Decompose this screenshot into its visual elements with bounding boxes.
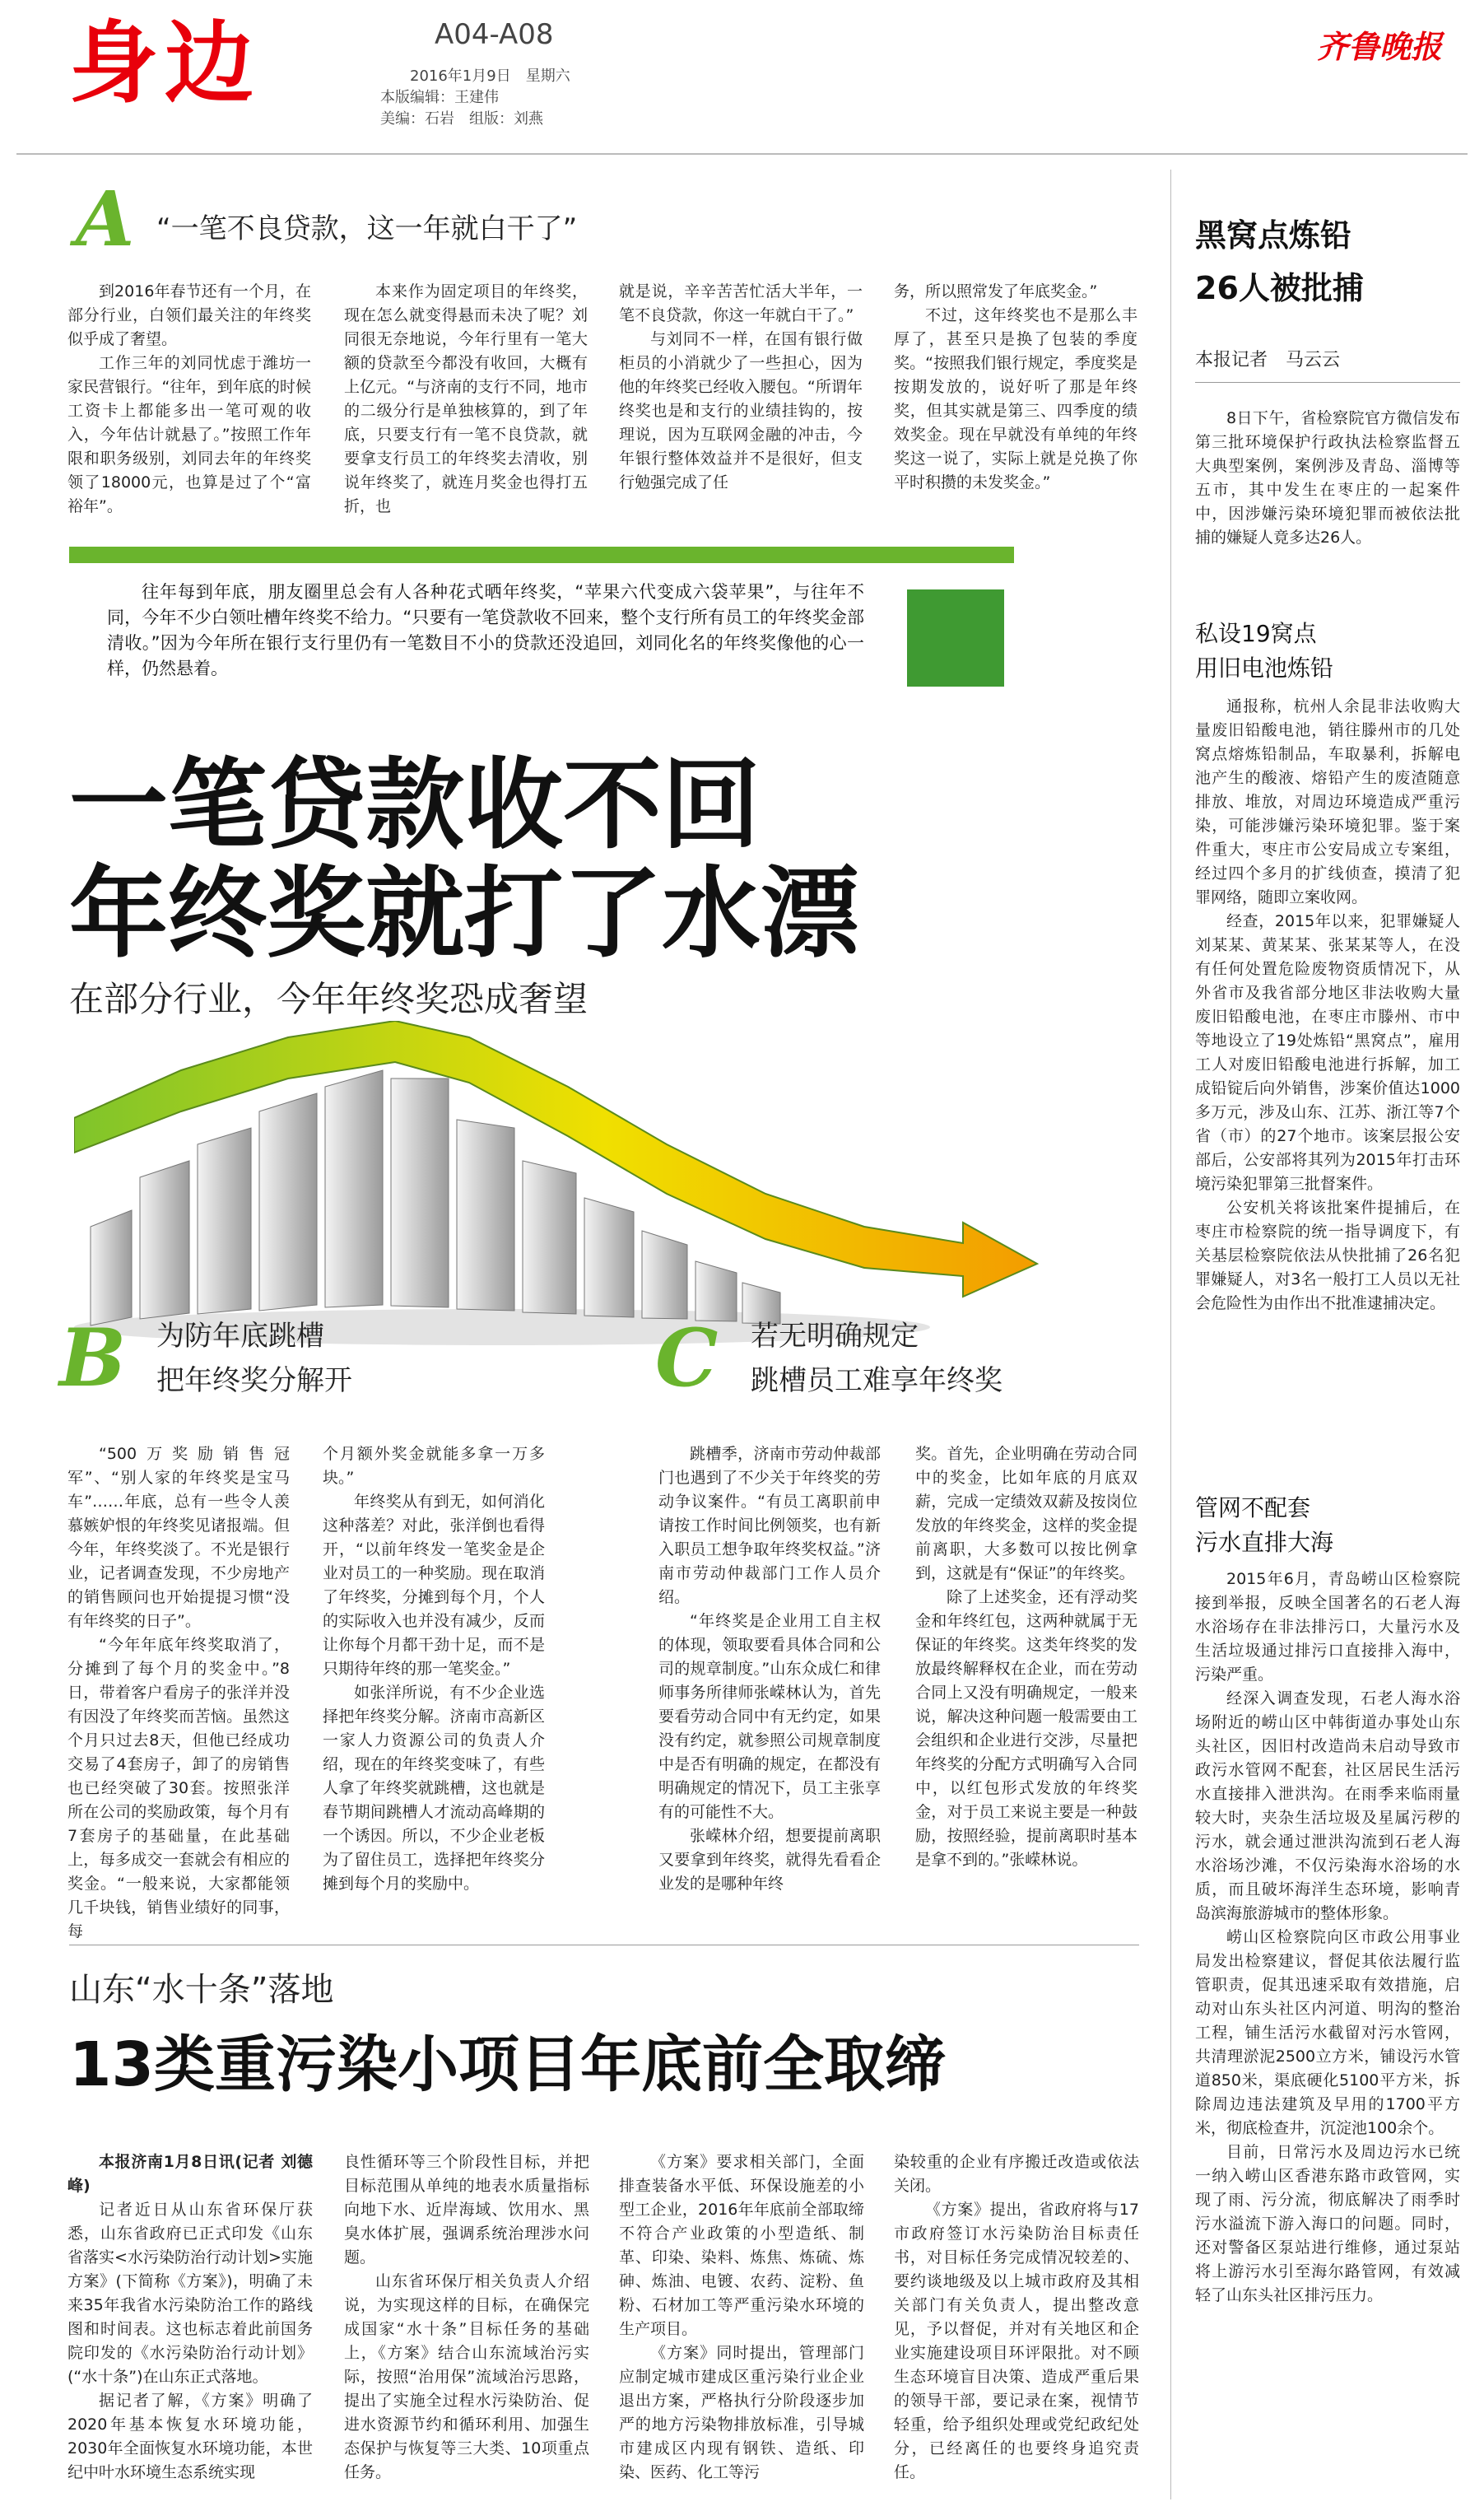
paragraph: 与刘同不一样，在国有银行做柜员的小消就少了一些担心，因为他的年终奖已经收入腰包。“所谓年终奖也是和支行的业绩挂钩的，按理说，因为互联网金融的冲击，今年银行整体效益并不是很好，但支行勉强完成了任 [619, 330, 863, 491]
sidebar-intro [1195, 407, 1460, 550]
paragraph: 目前，日常污水及周边污水已统一纳入崂山区香港东路市政管网，实现了雨、污分流，彻底解决了雨季时污水溢流下游入海口的问题。同时，还对警备区泵站进行维修，通过泵站将上游污水引至海尔路管网，有效减轻了山东头社区排污压力。 [1195, 2143, 1460, 2304]
masthead [0, 0, 1484, 165]
part-a-col-1 [67, 280, 311, 519]
paragraph: “年终奖是企业用工自主权的体现，领取要看具体合同和公司的规章制度。”山东众成仁和律师事务所律师张嵘林认为，首先要看劳动合同中有无约定，如果没有约定，就参照公司规章制度中是否有明确的规定，在都没有明确规定的情况下，员工主张享有的可能性不大。 [658, 1612, 881, 1821]
lead-text: 往年每到年底，朋友圈里总会有人各种花式晒年终奖，“苹果六代变成六袋苹果”，与往年不同，今年不少白领吐槽年终奖不给力。“只要有一笔贷款收不回来，整个支行所有员工的年终奖金部清收。”因为今年所在银行支行里仍有一笔数目不小的贷款还没追回，刘同化名的年终奖像他的心一样，仍然悬着。 [107, 582, 864, 678]
case-2-title-1: 管网不配套 [1195, 1494, 1311, 1521]
part-c-col-1 [658, 1442, 881, 1896]
part-c-headline-2: 跳槽员工难享年终奖 [751, 1364, 1003, 1397]
part-a-headline: “一笔不良贷款，这一年就白干了” [156, 212, 578, 245]
case-1-body [1195, 695, 1460, 1316]
case-1-title-2: 用旧电池炼铅 [1195, 655, 1334, 682]
paragraph: 染较重的企业有序搬迁改造或依法关闭。 [894, 2153, 1139, 2195]
part-b-letter: B [59, 1311, 127, 1405]
water-byline: 本报济南1月8日讯(记者 刘德峰) [67, 2153, 313, 2195]
newspaper-logo: 齐鲁晚报 [1317, 29, 1443, 65]
paragraph: “500万奖励销售冠军”、“别人家的年终奖是宝马车”……年底，总有一些令人羡慕嫉妒恨的年终奖见诸报端。但今年，年终奖淡了。不光是银行业，记者调查发现，不少房地产的销售顾问也开始提提习惯“没有年终奖的日子”。 [67, 1445, 290, 1630]
paragraph: 本来作为固定项目的年终奖，现在怎么就变得悬而未决了呢？刘同很无奈地说，今年行里有一笔大额的贷款至今都没有收回，大概有上亿元。“与济南的支行不同，地市的二级分行是单独核算的，到了年底，只要支行有一笔不良贷款，就要拿支行员工的年终奖去清收，别说年终奖了，就连月奖金也得打五折，也 [344, 282, 588, 515]
paragraph: 公安机关将该批案件提捕后，在枣庄市检察院的统一指导调度下，有关基层检察院依法从快批捕了26名犯罪嫌疑人，对3名一般打工人员以无社会危险性为由作出不批准逮捕决定。 [1195, 1199, 1460, 1312]
sidebar-headline-1: 黑窝点炼铅 [1195, 217, 1352, 254]
paragraph: 到2016年春节还有一个月，在部分行业，白领们最关注的年终奖似乎成了奢望。 [67, 282, 311, 348]
paragraph: 张嵘林介绍，想要提前离职又要拿到年终奖，就得先看看企业发的是哪种年终 [658, 1827, 881, 1893]
main-title-line-1: 一笔贷款收不回 [69, 748, 761, 863]
masthead-rule [16, 153, 1468, 155]
paragraph: 经深入调查发现，石老人海水浴场附近的崂山区中韩街道办事处山东头社区，因旧村改造尚未启动导致市政污水管网不配套，社区居民生活污水直接排入泄洪沟。在雨季来临雨量较大时，夹杂生活垃圾及星属污秽的污水，就会通过泄洪沟流到石老人海水浴场沙滩，不仅污染海水浴场的水质，而且破坏海洋生态环境，影响青岛滨海旅游城市的整体形象。 [1195, 1689, 1460, 1922]
paragraph: 如张洋所说，有不少企业选择把年终奖分解。济南市高新区一家人力资源公司的负责人介绍，现在的年终奖变味了，有些人拿了年终奖就跳槽，这也就是春节期间跳槽人才流动高峰期的一个诱因。所以，不少企业老板为了留住员工，选择把年终奖分摊到每个月的奖励中。 [323, 1684, 545, 1893]
paragraph: 个月额外奖金就能多拿一万多块。” [323, 1445, 545, 1487]
paragraph: 跳槽季，济南市劳动仲裁部门也遇到了不少关于年终奖的劳动争议案件。“有员工离职前申请按工作时间比例领奖，也有新入职员工想争取年终奖权益。”济南市劳动仲裁部门工作人员介绍。 [658, 1445, 881, 1606]
section-logo: 身边 [69, 12, 261, 115]
part-a-col-4 [894, 280, 1137, 495]
sidebar-byline-rule [1195, 382, 1460, 383]
water-col-1 [67, 2150, 313, 2485]
lead-green-square [907, 589, 1004, 687]
paragraph: 除了上述奖金，还有浮动奖金和年终红包，这两种就属于无保证的年终奖。这类年终奖的发放最终解释权在企业，而在劳动合同上又没有明确规定，一般来说，解决这种问题一般需要由工会组织和企业进行交涉，尽量把年终奖的分配方式明确写入合同中，以红包形式发放的年终奖金，对于员工来说主要是一种鼓励，按照经验，提前离职时基本是拿不到的。”张嵘林说。 [915, 1588, 1137, 1869]
main-title-line-2: 年终奖就打了水漂 [69, 857, 859, 971]
paragraph: 良性循环等三个阶段性目标，并把目标范围从单纯的地表水质量指标向地下水、近岸海域、饮用水、黑臭水体扩展，强调系统治理涉水问题。 [344, 2153, 589, 2266]
part-a-col-2 [344, 280, 588, 519]
part-c-headline-1: 若无明确规定 [751, 1320, 919, 1353]
water-headline: 13类重污染小项目年底前全取缔 [69, 2029, 946, 2100]
paragraph: 《方案》要求相关部门，全面排查装备水平低、环保设施差的小型工企业，2016年年底前全部取缔不符合产业政策的小型造纸、制革、印染、染料、炼焦、炼硫、炼砷、炼油、电镀、农药、淀粉、鱼粉、石材加工等严重污染水环境的生产项目。 [619, 2153, 864, 2338]
page-editor: 本版编辑：王建伟 [380, 89, 499, 106]
paragraph: 务，所以照常发了年底奖金。” [894, 282, 1098, 300]
sidebar-headline-2: 26人被批捕 [1195, 270, 1364, 306]
part-a-letter: A [76, 175, 135, 263]
paragraph: 就是说，辛辛苦苦忙活大半年，一笔不良贷款，你这一年就白干了。” [619, 282, 863, 324]
page-range: A04-A08 [435, 18, 554, 51]
water-col-3 [619, 2150, 864, 2485]
paragraph: 据记者了解，《方案》明确了2020年基本恢复水环境功能，2030年全面恢复水环境功能，本世纪中叶水环境生态系统实现 [67, 2392, 313, 2481]
sidebar-byline: 本报记者 马云云 [1195, 350, 1341, 370]
part-b-headline-1: 为防年底跳槽 [156, 1320, 324, 1353]
water-kicker: 山东“水十条”落地 [69, 1971, 334, 2009]
paragraph: 不过，这年终奖也不是那么丰厚了，甚至只是换了包装的季度奖。“按照我们银行规定，季度奖是按期发放的，说好听了那是年终奖，但其实就是第三、四季度的绩效奖金。现在早就没有单纯的年终奖这一说了，实际上就是兑换了你平时积攒的未发奖金。” [894, 306, 1137, 491]
paragraph: 《方案》同时提出，管理部门应制定城市建成区重污染行业企业退出方案，严格执行分阶段逐步加严的地方污染物排放标准，引导城市建成区内现有钢铁、造纸、印染、医药、化工等污 [619, 2344, 864, 2481]
part-a-col-3 [619, 280, 863, 495]
issue-date: 2016年1月9日 星期六 [410, 68, 570, 85]
sidebar-divider [1170, 170, 1171, 2499]
water-col-4 [894, 2150, 1139, 2485]
paragraph: 山东省环保厅相关负责人介绍说，为实现这样的目标，在确保完成国家“水十条”目标任务的基础上，《方案》结合山东流域治污实际，按照“治用保”流域治污思路，提出了实施全过程水污染防治、促进水资源节约和循环利用、加强生态保护与恢复等三大类、10项重点任务。 [344, 2272, 589, 2481]
paragraph: 《方案》提出，省政府将与17市政府签订水污染防治目标责任书，对目标任务完成情况较差的、要约谈地级及以上城市政府及其相关部门有关负责人，提出整改意见，予以督促，并对有关地区和企业实施建设项目环评限批。对不顾生态环境盲目决策、造成严重后果的领导干部，要记录在案，视情节轻重，给予组织处理或党纪政纪处分，已经离任的也要终身追究责任。 [894, 2201, 1139, 2481]
case-2-title-2: 污水直排大海 [1195, 1529, 1334, 1556]
falling-graph-illustration [74, 1021, 1136, 1350]
paragraph: 记者近日从山东省环保厅获悉，山东省政府已正式印发《山东省落实<水污染防治行动计划>实施方案》(下简称《方案》)，明确了未来35年我省水污染防治工作的路线图和时间表。这也标志着此前国务院印发的《水污染防治行动计划》(“水十条”)在山东正式落地。 [67, 2201, 313, 2386]
case-2-body [1195, 1568, 1460, 2308]
water-col-2 [344, 2150, 589, 2485]
page-staff: 美编：石岩 组版：刘燕 [380, 110, 543, 128]
part-c-col-2 [915, 1442, 1137, 1872]
paragraph: 崂山区检察院向区市政公用事业局发出检察建议，督促其依法履行监管职责，促其迅速采取有效措施，启动对山东头社区内河道、明沟的整治工程，铺生活污水截留对污水管网，共清理淤泥2500立方米，铺设污水管道850米，渠底硬化5100平方米，拆除周边违法建筑及早用的1700平方米，彻底检查井，沉淀池100余个。 [1195, 1928, 1460, 2137]
part-b-col-2 [323, 1442, 545, 1896]
paragraph: 通报称，杭州人余昆非法收购大量废旧铅酸电池，销往滕州市的几处窝点熔炼铅制品，车取暴利，拆解电池产生的酸液、熔铅产生的废渣随意排放、堆放，对周边环境造成严重污染，可能涉嫌污染环境犯罪。鉴于案件重大，枣庄市公安局成立专案组，经过四个多月的扩线侦查，摸清了犯罪网络，随即立案收网。 [1195, 697, 1460, 906]
paragraph: 8日下午，省检察院官方微信发布第三批环境保护行政执法检察监督五大典型案例，案例涉及青岛、淄博等五市，其中发生在枣庄的一起案件中，因涉嫌污染环境犯罪而被依法批捕的嫌疑人竟多达26人。 [1195, 409, 1460, 547]
paragraph: 经查，2015年以来，犯罪嫌疑人刘某某、黄某某、张某某等人，在没有任何处置危险废物资质情况下，从外省市及我省部分地区非法收购大量废旧铅酸电池，在枣庄市滕州、市中等地设立了19处炼铅“黑窝点”，雇用工人对废旧铅酸电池进行拆解，加工成铅锭后向外销售，涉案价值达1000多万元，涉及山东、江苏、浙江等7个省（市）的27个地市。该案层报公安部后，公安部将其列为2015年打击环境污染犯罪第三批督案件。 [1195, 912, 1460, 1193]
part-b-col-1 [67, 1442, 290, 1944]
main-subtitle: 在部分行业，今年年终奖恐成奢望 [69, 979, 588, 1019]
paragraph: 年终奖从有到无，如何消化这种落差？对此，张洋倒也看得开，“以前年终发一笔奖金是企业对员工的一种奖励。现在取消了年终奖，分摊到每个月，个人的实际收入也并没有减少，反而让你每个月都干劲十足，而不是只期待年终的那一笔奖金。” [323, 1493, 545, 1678]
case-1-title-1: 私设19窝点 [1195, 620, 1317, 647]
paragraph: 奖。首先，企业明确在劳动合同中的奖金，比如年底的月底双薪，完成一定绩效双薪及按岗位发放的年终奖金，这样的奖金提前离职，大多数可以按比例拿到，这就是有“保证”的年终奖。 [915, 1445, 1137, 1582]
part-c-letter: C [655, 1311, 719, 1405]
paragraph: “今年年底年终奖取消了，分摊到了每个月的奖金中。”8日，带着客户看房子的张洋并没有因没了年终奖而苦恼。虽然这个月只过去8天，但他已经成功交易了4套房子，卸了的房销售也已经突破了30套。按照张洋所在公司的奖励政策，每个月有7套房子的基础量，在此基础上，每多成交一套就会有相应的奖金。“一般来说，大家都能领几千块钱，销售业绩好的同事，每 [67, 1636, 290, 1940]
paragraph: 2015年6月，青岛崂山区检察院接到举报，反映全国著名的石老人海水浴场存在非法排污口，大量污水及生活垃圾通过排污口直接排入海中，污染严重。 [1195, 1570, 1460, 1684]
part-b-headline-2: 把年终奖分解开 [156, 1364, 352, 1397]
paragraph: 工作三年的刘同忧虑于潍坊一家民营银行。“往年，到年底的时候工资卡上都能多出一笔可观的收入，今年估计就悬了。”按照工作年限和职务级别，刘同去年的年终奖领了18000元，也算是过了个“富裕年”。 [67, 354, 311, 515]
lead-green-bar [69, 547, 1014, 563]
